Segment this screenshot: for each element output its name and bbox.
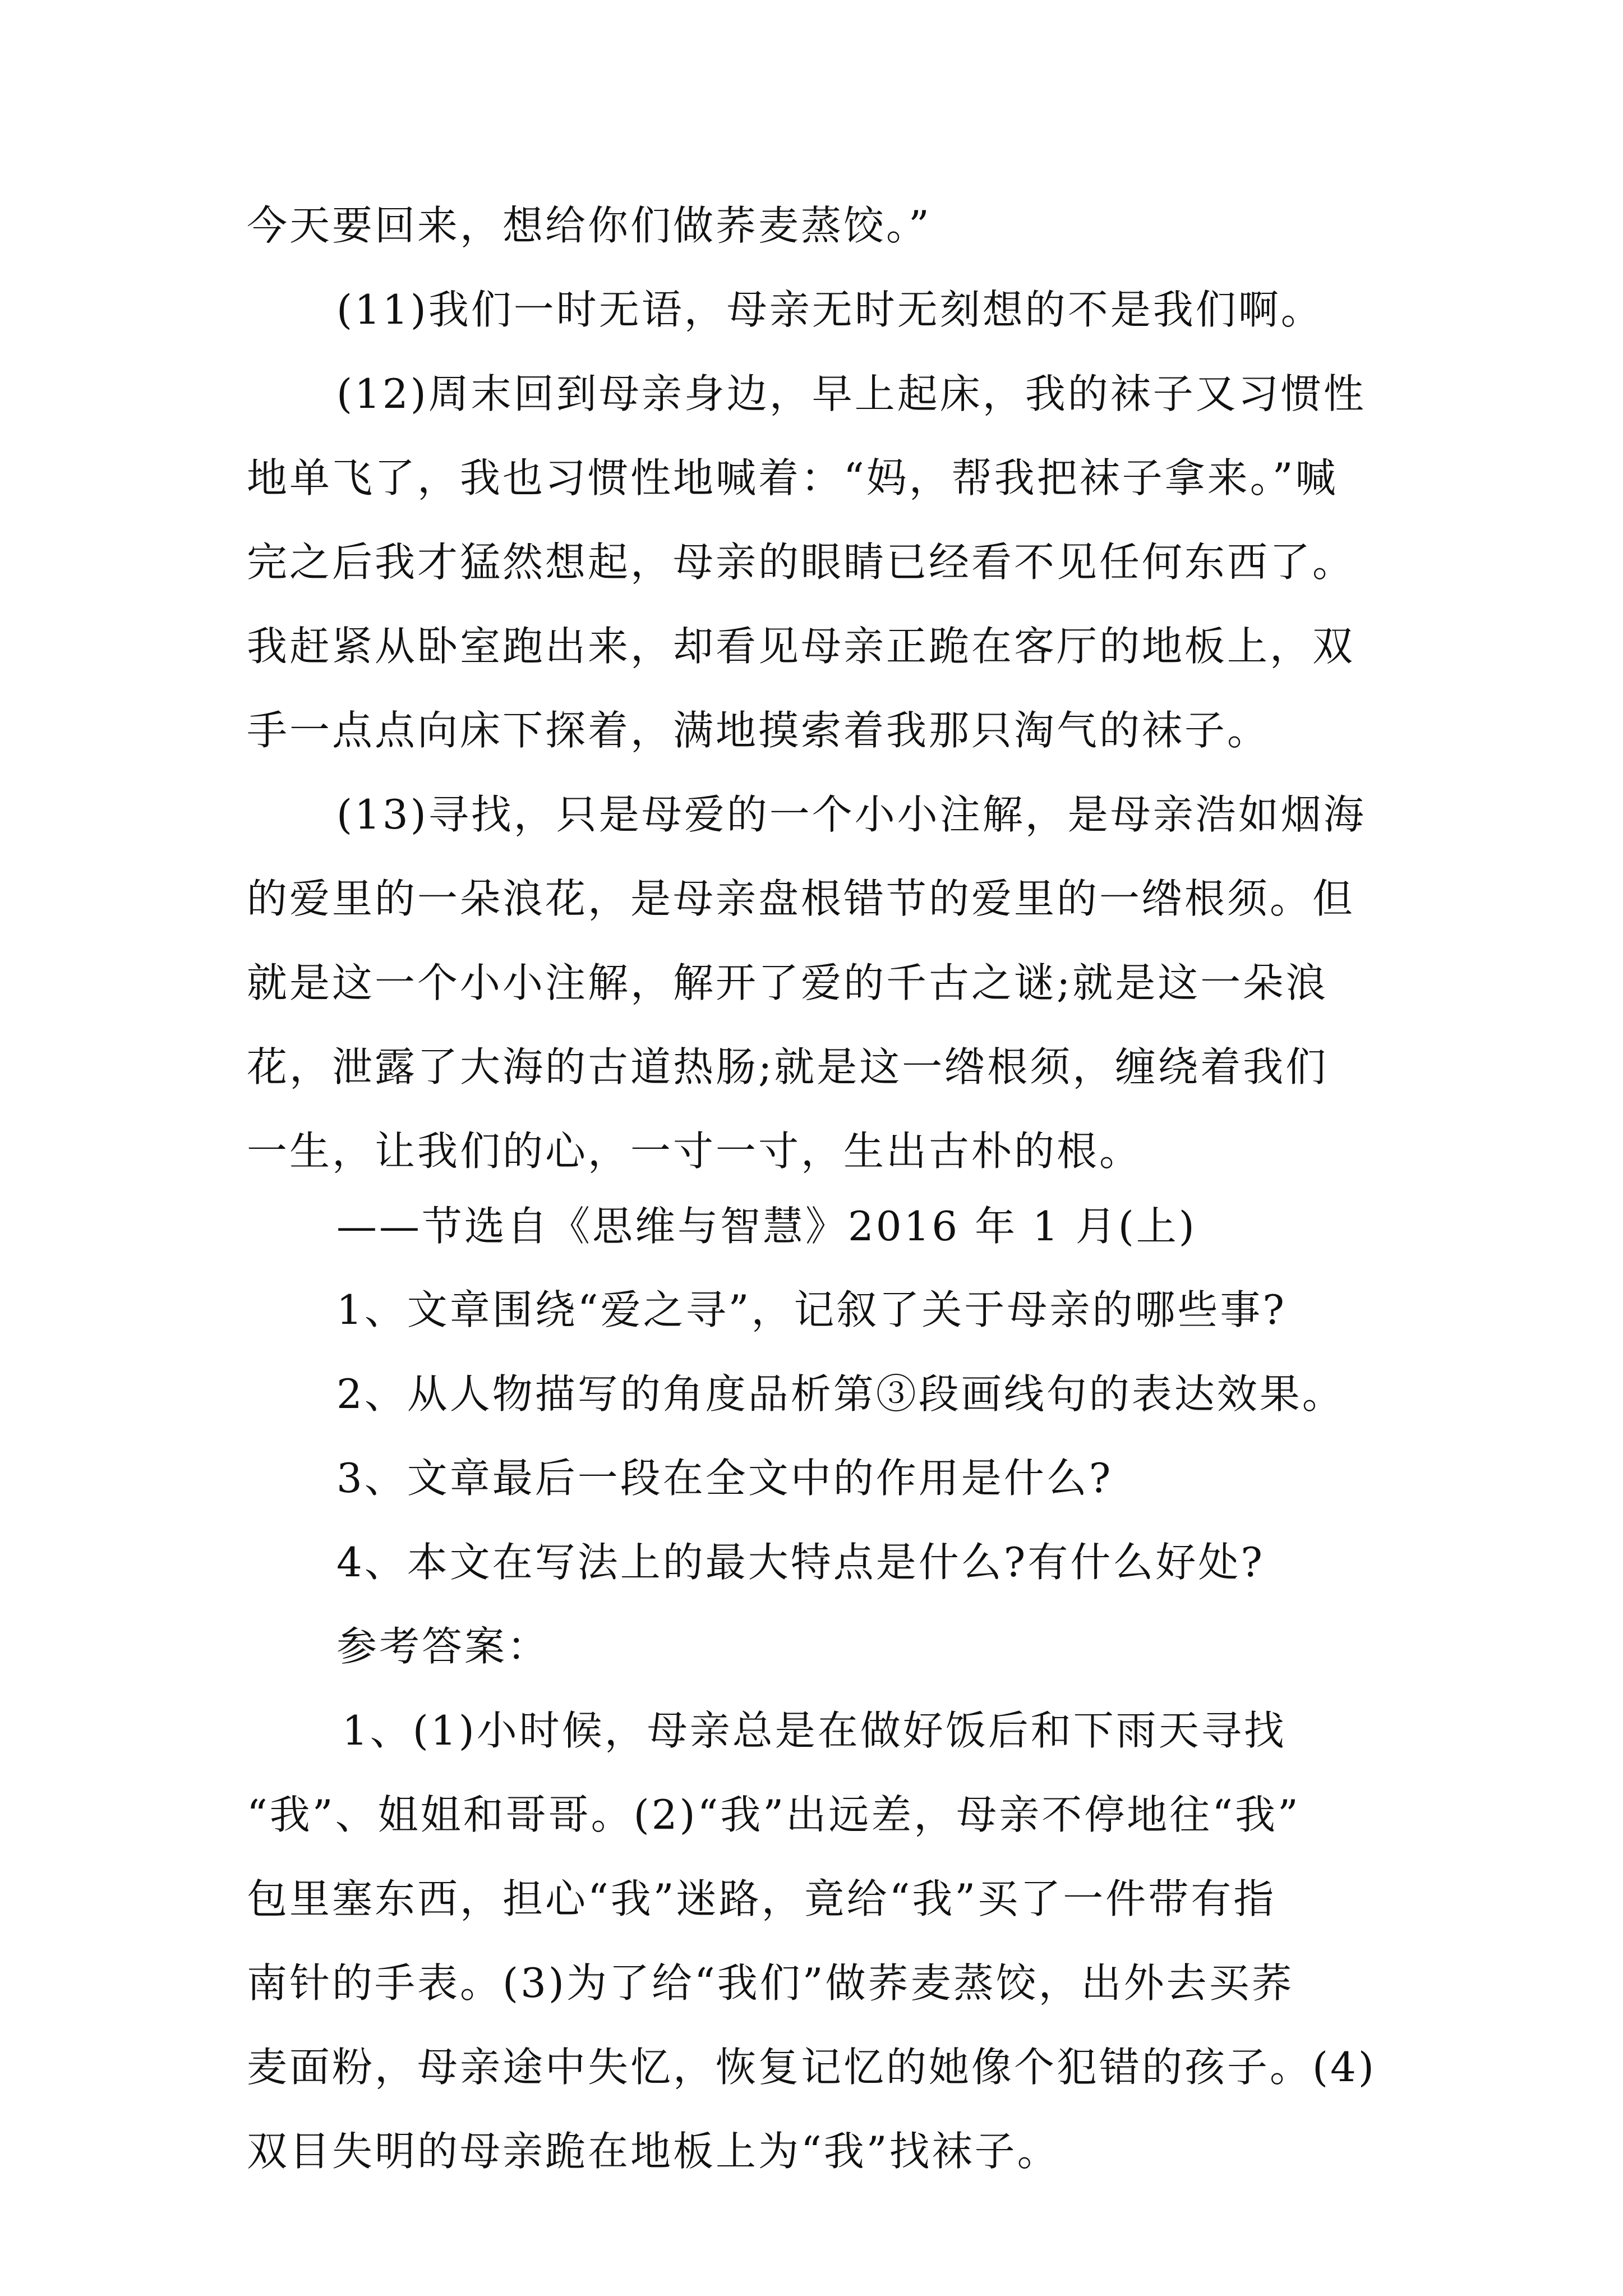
paragraph-13-line-2: 的爱里的一朵浪花，是母亲盘根错节的爱里的一绺根须。但 (247, 875, 1355, 922)
question-1: 1、文章围绕“爱之寻”，记叙了关于母亲的哪些事? (336, 1286, 1287, 1333)
answer-1-line-2: “我”、姐姐和哥哥。(2)“我”出远差，母亲不停地往“我” (247, 1791, 1301, 1838)
paragraph-12-line-4: 我赶紧从卧室跑出来，却看见母亲正跪在客厅的地板上，双 (247, 623, 1355, 670)
paragraph-12-line-3: 完之后我才猛然想起，母亲的眼睛已经看不见任何东西了。 (247, 539, 1355, 586)
paragraph-13-line-4: 花，泄露了大海的古道热肠;就是这一绺根须，缠绕着我们 (247, 1043, 1329, 1091)
paragraph-12-line-1: (12)周末回到母亲身边，早上起床，我的袜子又习惯性 (336, 370, 1366, 417)
paragraph-12-line-2: 地单飞了，我也习惯性地喊着：“妈，帮我把袜子拿来。”喊 (247, 454, 1338, 501)
question-2: 2、从人物描写的角度品析第③段画线句的表达效果。 (336, 1370, 1345, 1418)
paragraph-13-line-1: (13)寻找，只是母爱的一个小小注解，是母亲浩如烟海 (336, 791, 1366, 838)
paragraph-13-line-5: 一生，让我们的心，一寸一寸，生出古朴的根。 (247, 1128, 1142, 1175)
question-3: 3、文章最后一段在全文中的作用是什么? (336, 1455, 1113, 1502)
paragraph-13-line-3: 就是这一个小小注解，解开了爱的千古之谜;就是这一朵浪 (247, 959, 1329, 1006)
answer-1-line-3: 包里塞东西，担心“我”迷路，竟给“我”买了一件带有指 (247, 1875, 1276, 1922)
text-line-1: 今天要回来，想给你们做荞麦蒸饺。” (247, 202, 932, 249)
answer-1-line-4: 南针的手表。(3)为了给“我们”做荞麦蒸饺，出外去买荞 (247, 1959, 1294, 2007)
answer-heading: 参考答案： (336, 1623, 550, 1670)
answer-1-line-6: 双目失明的母亲跪在地板上为“我”找袜子。 (247, 2128, 1060, 2175)
answer-1-line-5: 麦面粉，母亲途中失忆，恢复记忆的她像个犯错的孩子。(4) (247, 2044, 1376, 2091)
paragraph-11: (11)我们一时无语，母亲无时无刻想的不是我们啊。 (336, 286, 1324, 333)
answer-1-line-1: 1、(1)小时候，母亲总是在做好饭后和下雨天寻找 (342, 1707, 1287, 1754)
paragraph-12-line-5: 手一点点向床下探着，满地摸索着我那只淘气的袜子。 (247, 707, 1270, 754)
source-citation: ——节选自《思维与智慧》2016 年 1 月(上) (336, 1203, 1197, 1250)
question-4: 4、本文在写法上的最大特点是什么?有什么好处? (336, 1539, 1265, 1586)
